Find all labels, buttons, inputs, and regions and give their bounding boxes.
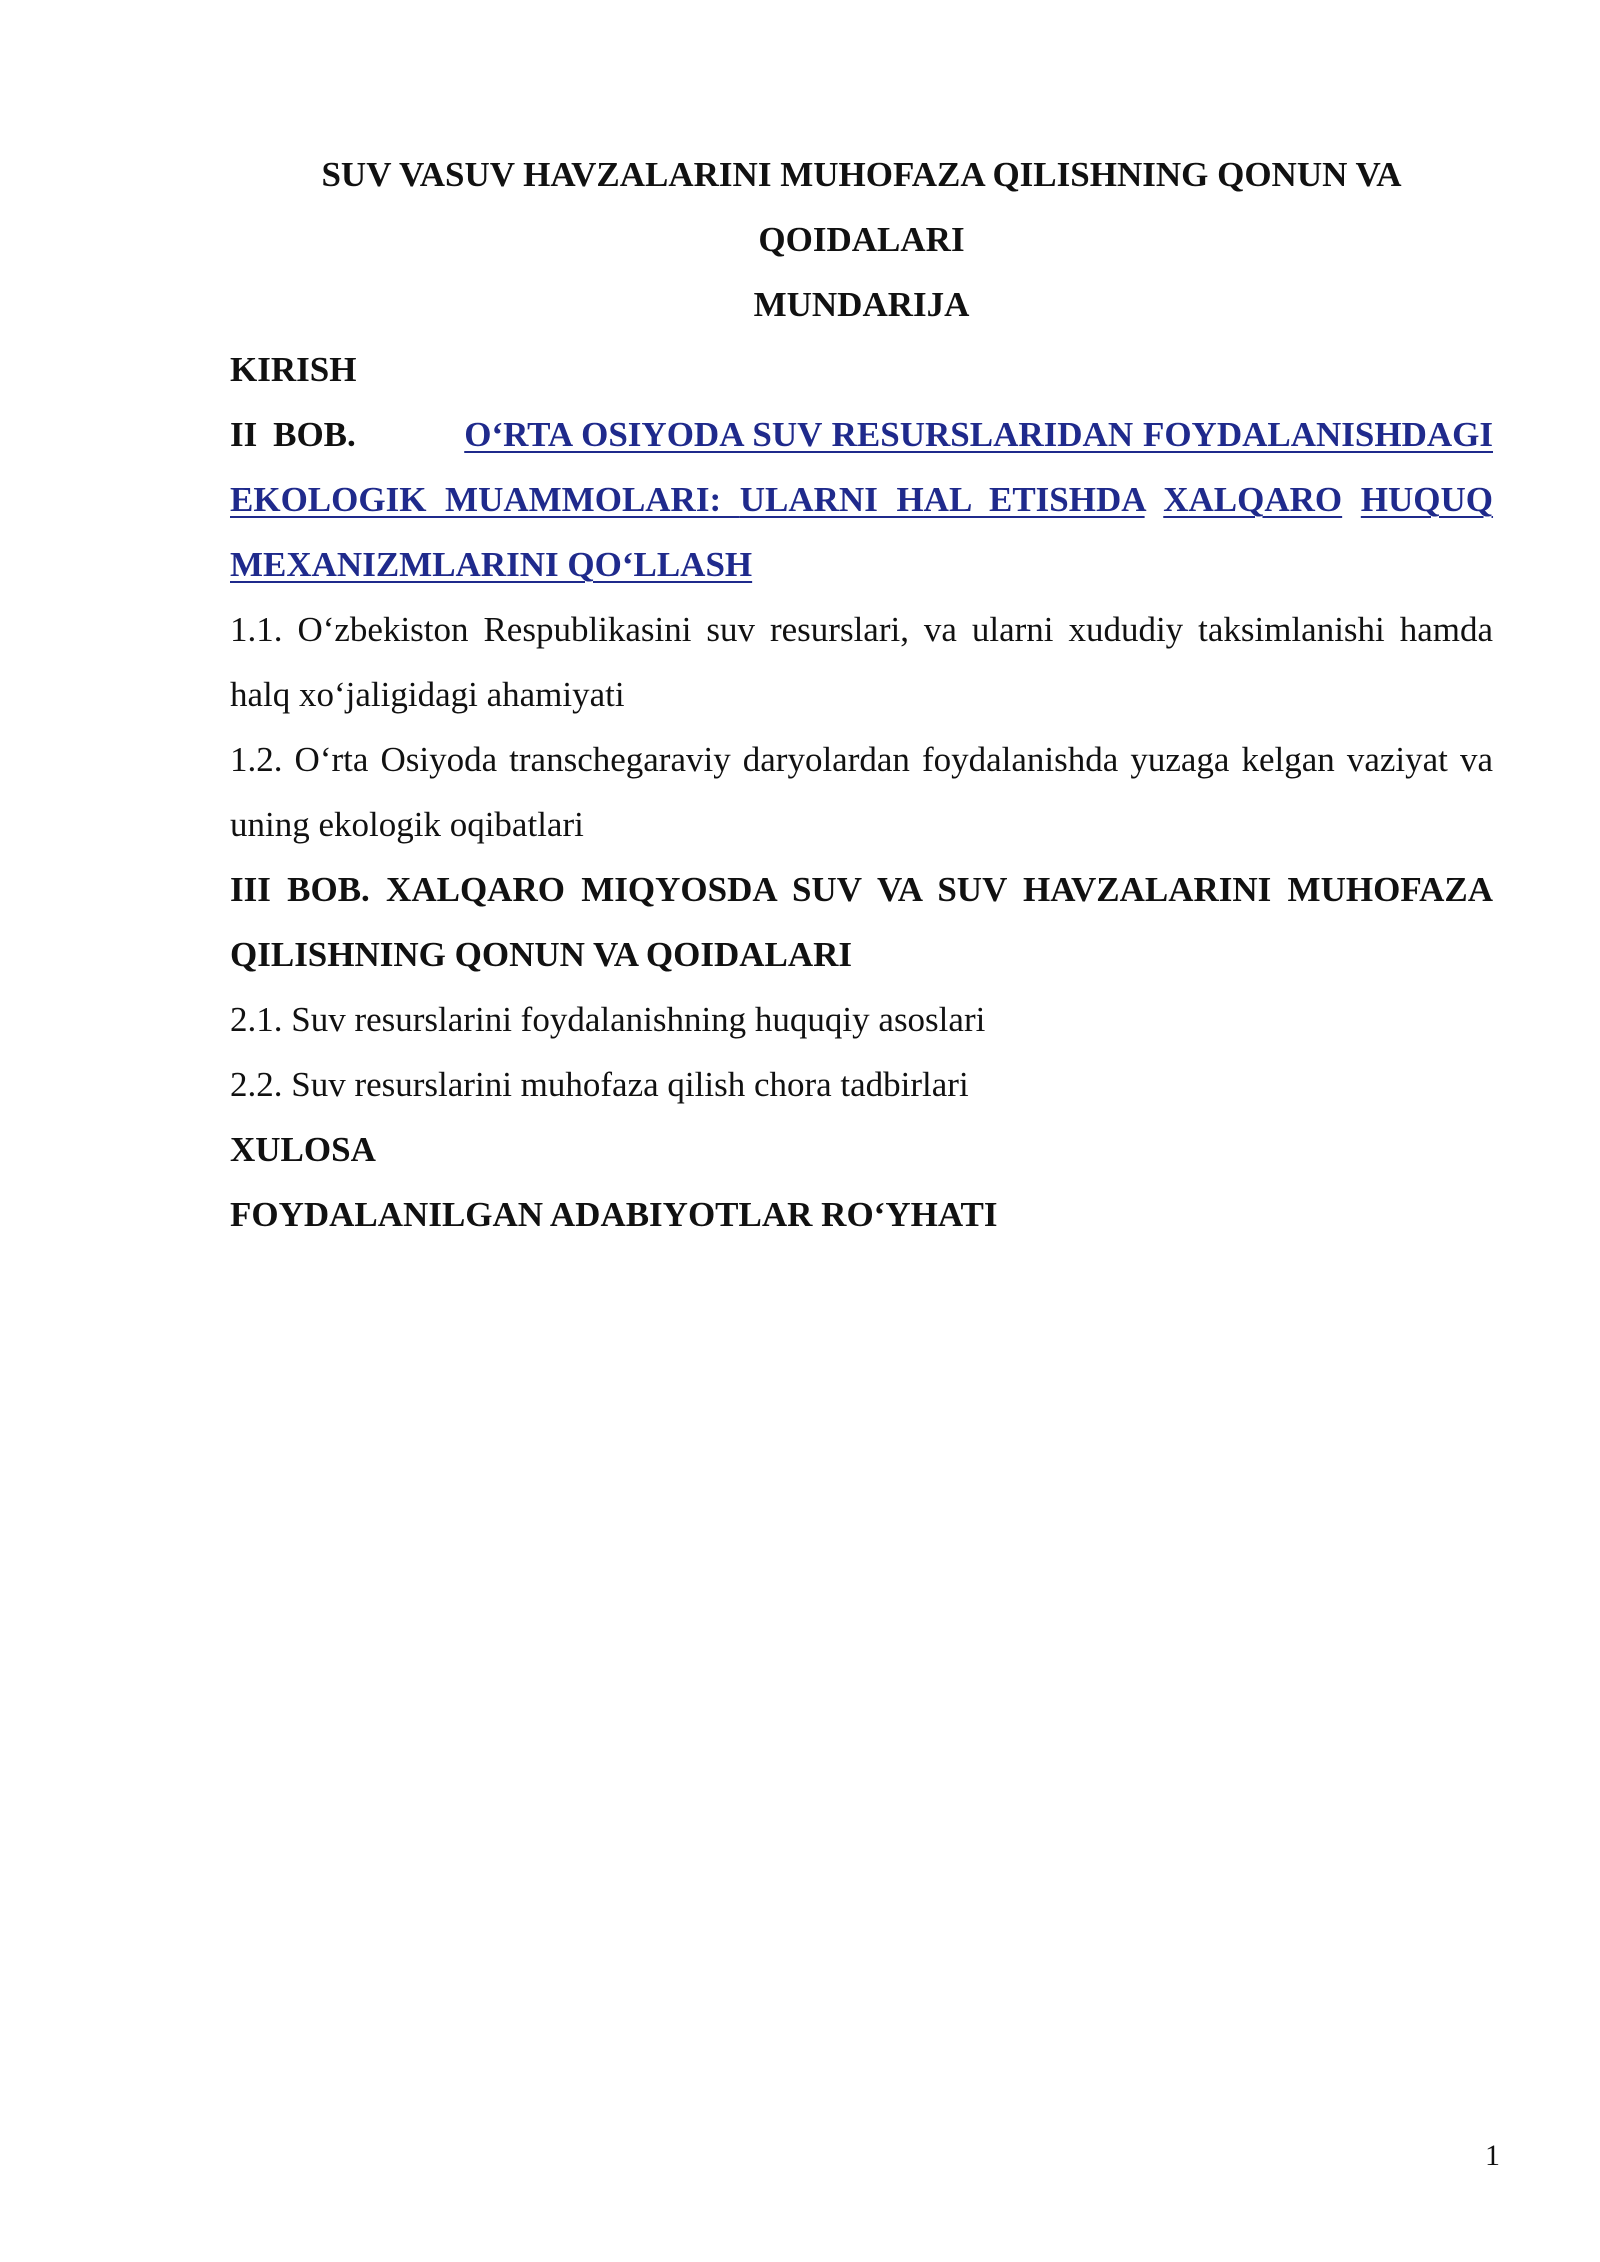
toc-entry-section-2-2[interactable]: 2.2. Suv resurslarini muhofaza qilish chora tadbirlari xyxy=(230,1065,969,1104)
chapter-2-link-part-3[interactable]: XALQARO xyxy=(1163,480,1343,519)
toc-entry-section-1-2[interactable]: 1.2. O‘rta Osiyoda transchegaraviy daryolardan foydalanishda yuzaga kelgan vaziyat va uning ekologik oqibatlari xyxy=(230,740,1493,844)
chapter-2-link-part-2[interactable]: ULARNI HAL ETISHDA xyxy=(739,480,1145,519)
toc-entry-chapter-2 xyxy=(230,402,1493,597)
page-number: 1 xyxy=(1485,2139,1500,2172)
chapter-2-link-part-4[interactable]: HUQUQ MEXANIZMLARINI QO‘LLASH xyxy=(230,480,1494,584)
toc-entry-section-2-1[interactable]: 2.1. Suv resurslarini foydalanishning huquqiy asoslari xyxy=(230,1000,986,1039)
toc-heading: MUNDARIJA xyxy=(753,285,970,324)
toc-entry-chapter-3[interactable]: III BOB. XALQARO MIQYOSDA SUV VA SUV HAVZALARINI MUHOFAZA QILISHNING QONUN VA QOIDALARI xyxy=(230,870,1493,974)
toc-entry-conclusion[interactable]: XULOSA xyxy=(230,1130,376,1169)
chapter-2-prefix: II BOB. xyxy=(230,415,356,454)
document-title-line-1: SUV VASUV HAVZALARINI MUHOFAZA QILISHNING QONUN VA xyxy=(321,155,1402,194)
toc-entry-references[interactable]: FOYDALANILGAN ADABIYOTLAR RO‘YHATI xyxy=(230,1195,998,1234)
toc-entry-introduction[interactable]: KIRISH xyxy=(230,350,357,389)
document-title-line-2: QOIDALARI xyxy=(758,220,965,259)
document-content xyxy=(230,142,1493,1247)
chapter-2-link-part-1[interactable]: O‘RTA OSIYODA SUV RESURSLARIDAN FOYDALANISHDAGI EKOLOGIK MUAMMOLARI: xyxy=(230,415,1493,519)
toc-entry-section-1-1[interactable]: 1.1. O‘zbekiston Respublikasini suv resurslari, va ularni xududiy taksimlanishi hamda halq xo‘jaligidagi ahamiyati xyxy=(230,610,1493,714)
